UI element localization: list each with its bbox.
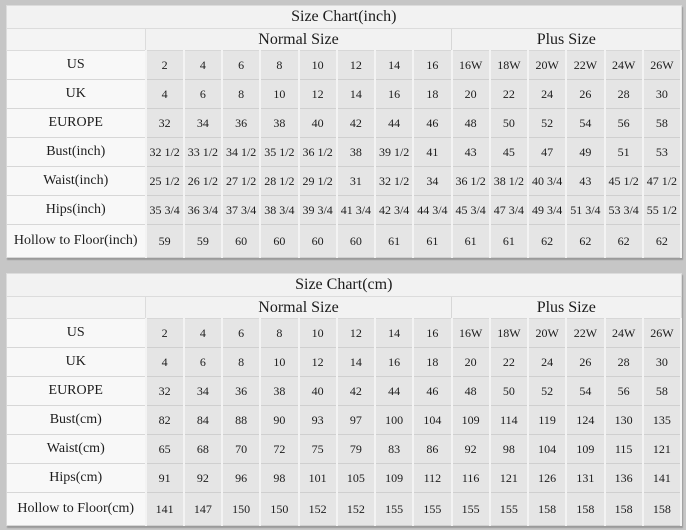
chart-title: Size Chart(cm) — [7, 274, 682, 297]
value-cell: 61 — [375, 225, 413, 258]
value-cell: 34 1/2 — [222, 138, 260, 167]
row-label: Hips(cm) — [7, 464, 146, 493]
value-cell: 44 3/4 — [413, 196, 451, 225]
value-cell: 6 — [222, 319, 260, 348]
value-cell: 60 — [222, 225, 260, 258]
value-cell: 18W — [490, 51, 528, 80]
value-cell: 96 — [222, 464, 260, 493]
value-cell: 6 — [184, 348, 222, 377]
value-cell: 98 — [260, 464, 298, 493]
row-label: UK — [7, 80, 146, 109]
value-cell: 24 — [528, 348, 566, 377]
value-cell: 25 1/2 — [146, 167, 184, 196]
value-cell: 141 — [643, 464, 681, 493]
value-cell: 18W — [490, 319, 528, 348]
group-header-row — [7, 297, 682, 319]
value-cell: 75 — [299, 435, 337, 464]
value-cell: 28 — [605, 80, 643, 109]
value-cell: 45 1/2 — [605, 167, 643, 196]
value-cell: 35 1/2 — [260, 138, 298, 167]
table-row — [7, 493, 682, 526]
value-cell: 135 — [643, 406, 681, 435]
value-cell: 14 — [337, 80, 375, 109]
value-cell: 147 — [184, 493, 222, 526]
value-cell: 40 — [299, 109, 337, 138]
table-row — [7, 319, 682, 348]
value-cell: 62 — [605, 225, 643, 258]
value-cell: 50 — [490, 377, 528, 406]
value-cell: 126 — [528, 464, 566, 493]
value-cell: 20W — [528, 319, 566, 348]
value-cell: 12 — [299, 348, 337, 377]
value-cell: 158 — [528, 493, 566, 526]
value-cell: 26W — [643, 319, 681, 348]
value-cell: 109 — [375, 464, 413, 493]
column-group-header: Normal Size — [146, 29, 452, 51]
value-cell: 91 — [146, 464, 184, 493]
value-cell: 59 — [184, 225, 222, 258]
table-row — [7, 138, 682, 167]
value-cell: 54 — [566, 377, 604, 406]
value-cell: 48 — [452, 377, 490, 406]
row-label: Hollow to Floor(cm) — [7, 493, 146, 526]
value-cell: 155 — [452, 493, 490, 526]
value-cell: 10 — [299, 319, 337, 348]
value-cell: 38 — [260, 109, 298, 138]
value-cell: 62 — [528, 225, 566, 258]
size-chart-cm-table — [6, 273, 682, 526]
table-row — [7, 435, 682, 464]
value-cell: 70 — [222, 435, 260, 464]
value-cell: 44 — [375, 109, 413, 138]
value-cell: 12 — [337, 319, 375, 348]
value-cell: 34 — [413, 167, 451, 196]
value-cell: 32 1/2 — [375, 167, 413, 196]
value-cell: 51 — [605, 138, 643, 167]
row-label: Hollow to Floor(inch) — [7, 225, 146, 258]
value-cell: 10 — [299, 51, 337, 80]
title-row — [7, 6, 682, 29]
value-cell: 82 — [146, 406, 184, 435]
value-cell: 39 1/2 — [375, 138, 413, 167]
value-cell: 12 — [337, 51, 375, 80]
value-cell: 104 — [413, 406, 451, 435]
value-cell: 116 — [452, 464, 490, 493]
value-cell: 60 — [299, 225, 337, 258]
value-cell: 150 — [222, 493, 260, 526]
value-cell: 114 — [490, 406, 528, 435]
value-cell: 105 — [337, 464, 375, 493]
value-cell: 16W — [452, 51, 490, 80]
value-cell: 49 — [566, 138, 604, 167]
table-row — [7, 80, 682, 109]
value-cell: 20 — [452, 80, 490, 109]
value-cell: 83 — [375, 435, 413, 464]
value-cell: 41 3/4 — [337, 196, 375, 225]
value-cell: 46 — [413, 109, 451, 138]
table-row — [7, 196, 682, 225]
value-cell: 92 — [452, 435, 490, 464]
value-cell: 24 — [528, 80, 566, 109]
value-cell: 22 — [490, 80, 528, 109]
value-cell: 49 3/4 — [528, 196, 566, 225]
row-label: Waist(inch) — [7, 167, 146, 196]
value-cell: 2 — [146, 319, 184, 348]
value-cell: 18 — [413, 80, 451, 109]
value-cell: 16 — [375, 80, 413, 109]
value-cell: 65 — [146, 435, 184, 464]
value-cell: 43 — [452, 138, 490, 167]
value-cell: 84 — [184, 406, 222, 435]
value-cell: 112 — [413, 464, 451, 493]
table-row — [7, 225, 682, 258]
value-cell: 8 — [260, 319, 298, 348]
value-cell: 42 3/4 — [375, 196, 413, 225]
value-cell: 18 — [413, 348, 451, 377]
value-cell: 32 1/2 — [146, 138, 184, 167]
value-cell: 4 — [184, 319, 222, 348]
value-cell: 62 — [566, 225, 604, 258]
value-cell: 53 — [643, 138, 681, 167]
value-cell: 92 — [184, 464, 222, 493]
value-cell: 46 — [413, 377, 451, 406]
value-cell: 141 — [146, 493, 184, 526]
value-cell: 36 1/2 — [299, 138, 337, 167]
size-chart-inch-table — [6, 5, 682, 258]
row-label: EUROPE — [7, 109, 146, 138]
value-cell: 48 — [452, 109, 490, 138]
value-cell: 61 — [413, 225, 451, 258]
value-cell: 62 — [643, 225, 681, 258]
value-cell: 60 — [337, 225, 375, 258]
value-cell: 53 3/4 — [605, 196, 643, 225]
row-label: Bust(cm) — [7, 406, 146, 435]
value-cell: 101 — [299, 464, 337, 493]
value-cell: 36 1/2 — [452, 167, 490, 196]
value-cell: 24W — [605, 319, 643, 348]
corner-cell — [7, 29, 146, 51]
value-cell: 58 — [643, 377, 681, 406]
value-cell: 93 — [299, 406, 337, 435]
value-cell: 10 — [260, 80, 298, 109]
table-row — [7, 51, 682, 80]
value-cell: 155 — [413, 493, 451, 526]
group-header-row — [7, 29, 682, 51]
value-cell: 42 — [337, 109, 375, 138]
value-cell: 97 — [337, 406, 375, 435]
value-cell: 4 — [184, 51, 222, 80]
value-cell: 72 — [260, 435, 298, 464]
value-cell: 35 3/4 — [146, 196, 184, 225]
value-cell: 155 — [375, 493, 413, 526]
value-cell: 61 — [490, 225, 528, 258]
row-label: US — [7, 51, 146, 80]
corner-cell — [7, 297, 146, 319]
value-cell: 8 — [260, 51, 298, 80]
value-cell: 24W — [605, 51, 643, 80]
value-cell: 104 — [528, 435, 566, 464]
value-cell: 45 — [490, 138, 528, 167]
value-cell: 14 — [375, 319, 413, 348]
title-row — [7, 274, 682, 297]
value-cell: 40 3/4 — [528, 167, 566, 196]
value-cell: 26 1/2 — [184, 167, 222, 196]
value-cell: 39 3/4 — [299, 196, 337, 225]
value-cell: 47 3/4 — [490, 196, 528, 225]
value-cell: 88 — [222, 406, 260, 435]
value-cell: 4 — [146, 348, 184, 377]
value-cell: 6 — [184, 80, 222, 109]
value-cell: 16 — [413, 319, 451, 348]
value-cell: 59 — [146, 225, 184, 258]
value-cell: 4 — [146, 80, 184, 109]
value-cell: 100 — [375, 406, 413, 435]
value-cell: 121 — [643, 435, 681, 464]
value-cell: 26 — [566, 348, 604, 377]
value-cell: 54 — [566, 109, 604, 138]
value-cell: 79 — [337, 435, 375, 464]
value-cell: 14 — [375, 51, 413, 80]
value-cell: 44 — [375, 377, 413, 406]
value-cell: 45 3/4 — [452, 196, 490, 225]
value-cell: 38 3/4 — [260, 196, 298, 225]
row-label: EUROPE — [7, 377, 146, 406]
value-cell: 2 — [146, 51, 184, 80]
row-label: US — [7, 319, 146, 348]
value-cell: 42 — [337, 377, 375, 406]
value-cell: 60 — [260, 225, 298, 258]
value-cell: 8 — [222, 348, 260, 377]
value-cell: 16 — [375, 348, 413, 377]
column-group-header: Plus Size — [452, 297, 682, 319]
value-cell: 27 1/2 — [222, 167, 260, 196]
value-cell: 121 — [490, 464, 528, 493]
table-row — [7, 348, 682, 377]
value-cell: 51 3/4 — [566, 196, 604, 225]
value-cell: 26W — [643, 51, 681, 80]
value-cell: 30 — [643, 348, 681, 377]
column-group-header: Plus Size — [452, 29, 682, 51]
value-cell: 40 — [299, 377, 337, 406]
table-row — [7, 406, 682, 435]
value-cell: 158 — [643, 493, 681, 526]
value-cell: 55 1/2 — [643, 196, 681, 225]
value-cell: 109 — [566, 435, 604, 464]
value-cell: 36 3/4 — [184, 196, 222, 225]
value-cell: 6 — [222, 51, 260, 80]
row-label: UK — [7, 348, 146, 377]
value-cell: 61 — [452, 225, 490, 258]
value-cell: 22W — [566, 51, 604, 80]
value-cell: 16W — [452, 319, 490, 348]
value-cell: 20W — [528, 51, 566, 80]
value-cell: 150 — [260, 493, 298, 526]
value-cell: 36 — [222, 377, 260, 406]
value-cell: 12 — [299, 80, 337, 109]
value-cell: 22W — [566, 319, 604, 348]
value-cell: 130 — [605, 406, 643, 435]
value-cell: 37 3/4 — [222, 196, 260, 225]
value-cell: 32 — [146, 377, 184, 406]
value-cell: 56 — [605, 109, 643, 138]
value-cell: 30 — [643, 80, 681, 109]
value-cell: 43 — [566, 167, 604, 196]
table-row — [7, 464, 682, 493]
chart-title: Size Chart(inch) — [7, 6, 682, 29]
value-cell: 16 — [413, 51, 451, 80]
value-cell: 41 — [413, 138, 451, 167]
value-cell: 10 — [260, 348, 298, 377]
column-group-header: Normal Size — [146, 297, 452, 319]
table-row — [7, 377, 682, 406]
value-cell: 34 — [184, 109, 222, 138]
value-cell: 14 — [337, 348, 375, 377]
value-cell: 52 — [528, 377, 566, 406]
value-cell: 28 1/2 — [260, 167, 298, 196]
value-cell: 98 — [490, 435, 528, 464]
value-cell: 58 — [643, 109, 681, 138]
value-cell: 124 — [566, 406, 604, 435]
value-cell: 26 — [566, 80, 604, 109]
value-cell: 33 1/2 — [184, 138, 222, 167]
value-cell: 158 — [566, 493, 604, 526]
value-cell: 47 1/2 — [643, 167, 681, 196]
value-cell: 31 — [337, 167, 375, 196]
value-cell: 50 — [490, 109, 528, 138]
value-cell: 155 — [490, 493, 528, 526]
table-row — [7, 109, 682, 138]
value-cell: 8 — [222, 80, 260, 109]
table-row — [7, 167, 682, 196]
value-cell: 152 — [337, 493, 375, 526]
value-cell: 86 — [413, 435, 451, 464]
value-cell: 115 — [605, 435, 643, 464]
value-cell: 56 — [605, 377, 643, 406]
value-cell: 32 — [146, 109, 184, 138]
value-cell: 136 — [605, 464, 643, 493]
row-label: Hips(inch) — [7, 196, 146, 225]
row-label: Bust(inch) — [7, 138, 146, 167]
value-cell: 152 — [299, 493, 337, 526]
value-cell: 68 — [184, 435, 222, 464]
value-cell: 109 — [452, 406, 490, 435]
value-cell: 38 — [337, 138, 375, 167]
value-cell: 38 1/2 — [490, 167, 528, 196]
value-cell: 119 — [528, 406, 566, 435]
value-cell: 90 — [260, 406, 298, 435]
row-label: Waist(cm) — [7, 435, 146, 464]
value-cell: 28 — [605, 348, 643, 377]
value-cell: 131 — [566, 464, 604, 493]
value-cell: 22 — [490, 348, 528, 377]
value-cell: 52 — [528, 109, 566, 138]
value-cell: 29 1/2 — [299, 167, 337, 196]
value-cell: 36 — [222, 109, 260, 138]
value-cell: 38 — [260, 377, 298, 406]
value-cell: 158 — [605, 493, 643, 526]
value-cell: 20 — [452, 348, 490, 377]
value-cell: 47 — [528, 138, 566, 167]
value-cell: 34 — [184, 377, 222, 406]
